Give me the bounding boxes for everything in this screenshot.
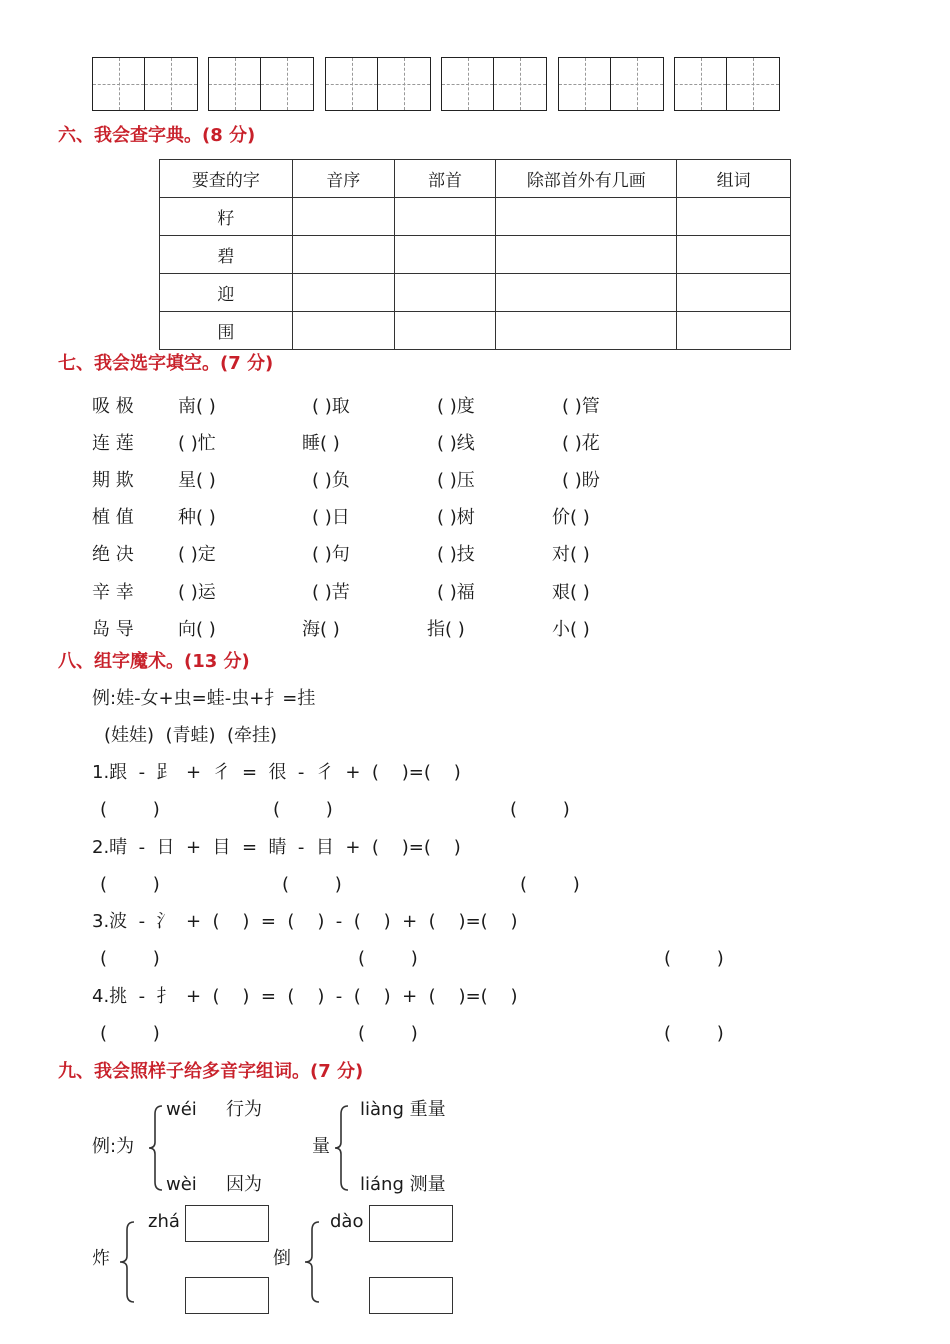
fill-blank[interactable]: ( )树: [437, 507, 475, 528]
choice-row: [92, 392, 852, 416]
word-blank[interactable]: ( ): [520, 874, 580, 895]
table-row: [160, 312, 791, 350]
brace-icon: [334, 1104, 350, 1192]
answer-cell[interactable]: [496, 198, 677, 236]
fill-blank[interactable]: ( )压: [437, 470, 475, 491]
writing-box[interactable]: [441, 57, 547, 111]
fill-blank[interactable]: ( )福: [437, 582, 475, 603]
answer-cell[interactable]: [496, 274, 677, 312]
fill-blank[interactable]: ( )管: [562, 396, 600, 417]
choice-pair: 岛 导: [92, 619, 134, 640]
brace-icon: [303, 1220, 321, 1304]
example-char-liang: 量: [312, 1136, 330, 1157]
fill-blank[interactable]: 海( ): [302, 619, 340, 640]
fill-blank[interactable]: ( )苦: [312, 582, 350, 603]
table-row: [160, 198, 791, 236]
fill-blank[interactable]: ( )取: [312, 396, 350, 417]
choice-row: [92, 540, 852, 564]
choice-pair: 吸 极: [92, 396, 134, 417]
choice-pair: 连 莲: [92, 433, 134, 454]
magic-equation-3[interactable]: 3.波 - 氵 + ( ) = ( ) - ( ) + ( )=( ): [92, 911, 518, 932]
answer-box-dao-2[interactable]: [369, 1277, 453, 1314]
fill-blank[interactable]: 对( ): [552, 544, 590, 565]
fill-blank[interactable]: 小( ): [552, 619, 590, 640]
fill-blank[interactable]: 种( ): [178, 507, 216, 528]
question-char-zha: 炸: [92, 1248, 110, 1269]
word-blank[interactable]: ( ): [273, 799, 333, 820]
magic-equation-1[interactable]: 1.跟 - 𧾷 + 彳 = 很 - 彳 + ( )=( ): [92, 762, 461, 783]
section8-title: 八、组字魔术。(13 分): [58, 651, 250, 672]
choice-row: [92, 615, 852, 639]
brace-icon: [118, 1220, 136, 1304]
example-words: (娃娃) (青蛙) (牵挂): [104, 725, 278, 746]
header-char: 要查的字: [160, 160, 293, 198]
word-blank[interactable]: ( ): [100, 799, 160, 820]
answer-box-zha-2[interactable]: [185, 1277, 269, 1314]
fill-blank[interactable]: ( )技: [437, 544, 475, 565]
choice-row: [92, 429, 852, 453]
section7-title: 七、我会选字填空。(7 分): [58, 353, 274, 374]
fill-blank[interactable]: ( )花: [562, 433, 600, 454]
row-char: 迎: [160, 274, 293, 312]
word-xingwei: 行为: [226, 1099, 262, 1120]
answer-box-dao-1[interactable]: [369, 1205, 453, 1242]
example-prefix: 例:为: [92, 1136, 135, 1157]
word-blank[interactable]: ( ): [358, 948, 418, 969]
word-blank[interactable]: ( ): [282, 874, 342, 895]
pinyin-zha: zhá: [148, 1211, 180, 1232]
liang-top: liàng 重量: [360, 1099, 446, 1120]
row-char: 碧: [160, 236, 293, 274]
answer-cell[interactable]: [677, 198, 791, 236]
fill-blank[interactable]: 艰( ): [552, 582, 590, 603]
header-zuci: 组词: [677, 160, 791, 198]
fill-blank[interactable]: ( )线: [437, 433, 475, 454]
writing-box[interactable]: [325, 57, 431, 111]
answer-cell[interactable]: [677, 312, 791, 350]
fill-blank[interactable]: ( )句: [312, 544, 350, 565]
word-blank[interactable]: ( ): [100, 874, 160, 895]
table-header-row: [160, 160, 791, 198]
header-yinxu: 音序: [292, 160, 394, 198]
answer-cell[interactable]: [394, 236, 496, 274]
answer-cell[interactable]: [394, 274, 496, 312]
fill-blank[interactable]: 指( ): [427, 619, 465, 640]
example-equation: 例:娃-女+虫=蛙-虫+扌=挂: [92, 688, 316, 709]
brace-icon: [148, 1104, 164, 1192]
writing-box[interactable]: [674, 57, 780, 111]
choice-pair: 绝 决: [92, 544, 134, 565]
table-row: [160, 274, 791, 312]
section9-title: 九、我会照样子给多音字组词。(7 分): [58, 1061, 364, 1082]
choice-row: [92, 578, 852, 602]
header-bushou: 部首: [394, 160, 496, 198]
answer-cell[interactable]: [292, 274, 394, 312]
word-blank[interactable]: ( ): [358, 1023, 418, 1044]
choice-row: [92, 503, 852, 527]
fill-blank[interactable]: ( )忙: [178, 433, 216, 454]
answer-box-zha-1[interactable]: [185, 1205, 269, 1242]
row-char: 围: [160, 312, 293, 350]
writing-box[interactable]: [92, 57, 198, 111]
writing-box[interactable]: [558, 57, 664, 111]
fill-blank[interactable]: ( )盼: [562, 470, 600, 491]
fill-blank[interactable]: ( )定: [178, 544, 216, 565]
fill-blank[interactable]: ( )负: [312, 470, 350, 491]
choice-pair: 辛 幸: [92, 582, 134, 603]
choice-pair: 期 欺: [92, 470, 134, 491]
table-row: [160, 236, 791, 274]
word-blank[interactable]: ( ): [664, 1023, 724, 1044]
word-blank[interactable]: ( ): [100, 1023, 160, 1044]
writing-box[interactable]: [208, 57, 314, 111]
fill-blank[interactable]: ( )日: [312, 507, 350, 528]
answer-cell[interactable]: [496, 312, 677, 350]
answer-cell[interactable]: [677, 274, 791, 312]
answer-cell[interactable]: [292, 312, 394, 350]
answer-cell[interactable]: [292, 198, 394, 236]
fill-blank[interactable]: 南( ): [178, 396, 216, 417]
pinyin-wei2: wéi: [166, 1099, 197, 1120]
answer-cell[interactable]: [292, 236, 394, 274]
row-char: 籽: [160, 198, 293, 236]
word-blank[interactable]: ( ): [100, 948, 160, 969]
answer-cell[interactable]: [496, 236, 677, 274]
pinyin-wei4: wèi: [166, 1174, 197, 1195]
answer-cell[interactable]: [394, 198, 496, 236]
liang-bottom: liáng 测量: [360, 1174, 446, 1195]
section6-title: 六、我会查字典。(8 分): [58, 125, 256, 146]
magic-equation-4[interactable]: 4.挑 - 扌 + ( ) = ( ) - ( ) + ( )=( ): [92, 986, 518, 1007]
header-strokes: 除部首外有几画: [496, 160, 677, 198]
answer-cell[interactable]: [677, 236, 791, 274]
magic-equation-2[interactable]: 2.晴 - 日 + 目 = 睛 - 目 + ( )=( ): [92, 837, 461, 858]
pinyin-dao: dào: [330, 1211, 364, 1232]
question-char-dao: 倒: [273, 1248, 291, 1269]
fill-blank[interactable]: 睡( ): [302, 433, 340, 454]
fill-blank[interactable]: 价( ): [552, 507, 590, 528]
fill-blank[interactable]: 向( ): [178, 619, 216, 640]
dictionary-table: [159, 159, 791, 350]
fill-blank[interactable]: 星( ): [178, 470, 216, 491]
fill-blank[interactable]: ( )运: [178, 582, 216, 603]
word-blank[interactable]: ( ): [664, 948, 724, 969]
choice-pair: 植 值: [92, 507, 134, 528]
fill-blank[interactable]: ( )度: [437, 396, 475, 417]
word-blank[interactable]: ( ): [510, 799, 570, 820]
answer-cell[interactable]: [394, 312, 496, 350]
choice-row: [92, 466, 852, 490]
word-yinwei: 因为: [226, 1174, 262, 1195]
